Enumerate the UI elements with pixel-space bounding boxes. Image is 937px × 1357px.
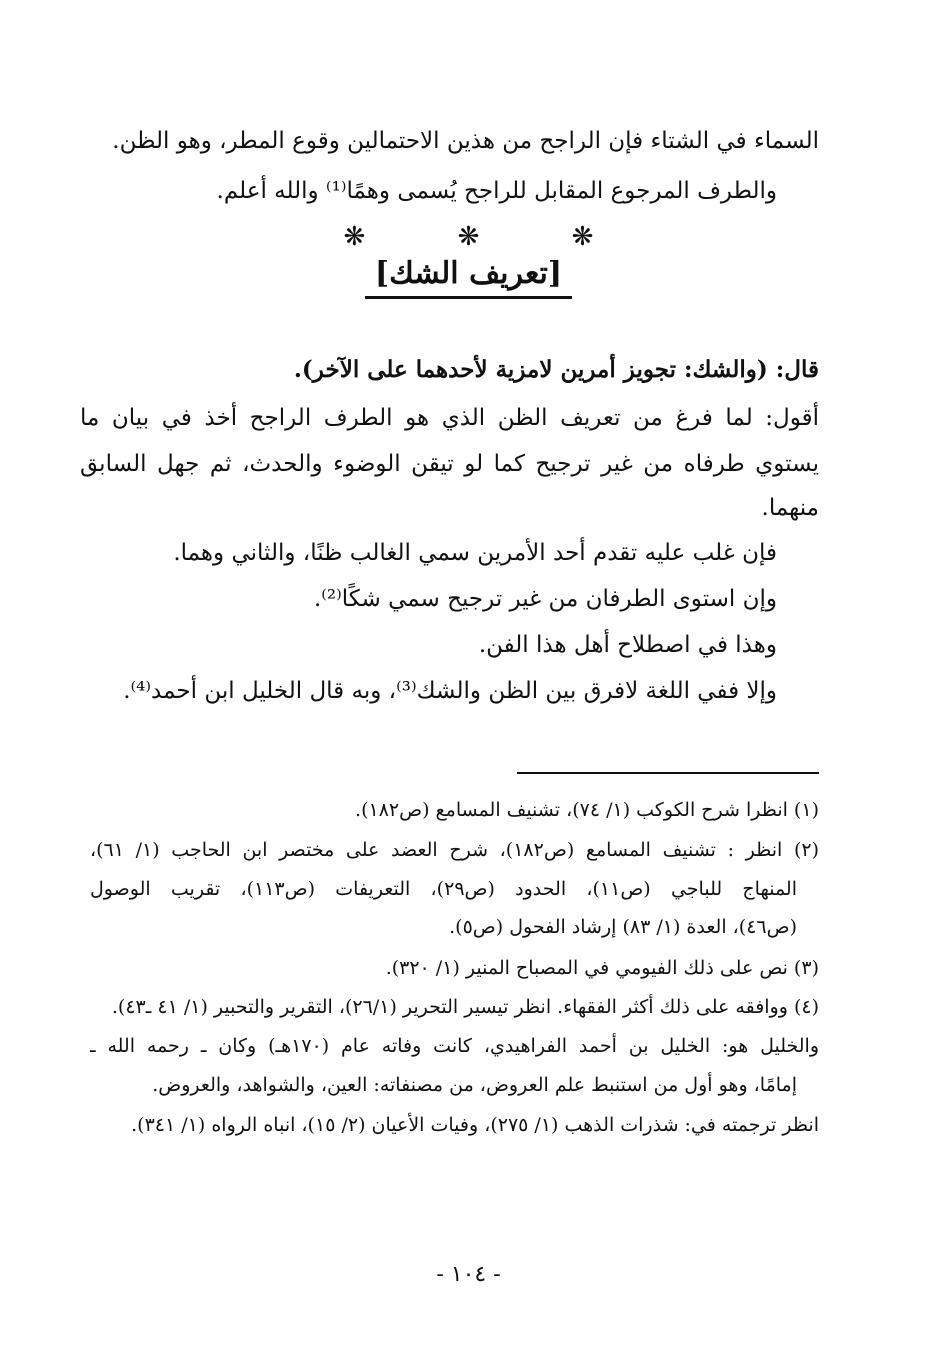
footnote-2-line-1: (٢) انظر : تشنيف المسامع (ص١٨٢)، شرح العضد على مختصر ابن الحاجب (١/ ٦١)، (90, 839, 819, 861)
body-line-6: منهما. (761, 495, 819, 521)
footnote-2-line-3: (ص٤٦)، العدة (١/ ٨٣) إرشاد الفحول (ص٥). (449, 916, 797, 938)
page-number: - ١٠٤ - (436, 1262, 501, 1287)
footnote-4-line-2: والخليل هو: الخليل بن أحمد الفراهيدي، كانت وفاته عام (١٧٠هـ) وكان ـ رحمه الله ـ (90, 1035, 820, 1057)
body-line-10: وإلا ففي اللغة لافرق بين الظن والشك⁽³⁾، وبه قال الخليل ابن أحمد⁽⁴⁾. (123, 678, 777, 704)
footnote-4-line-3: إمامًا، وهو أول من استنبط علم العروض، من مصنفاته: العين، والشواهد، والعروض. (152, 1074, 797, 1096)
body-line-7: فإن غلب عليه تقدم أحد الأمرين سمي الغالب ظنًا، والثاني وهما. (173, 540, 777, 566)
body-line-8: وإن استوى الطرفان من غير ترجيح سمي شكًا⁽²⁾. (313, 586, 777, 612)
footnote-1: (١) انظرا شرح الكوكب (١/ ٧٤)، تشنيف المسامع (ص١٨٢). (355, 799, 819, 821)
body-line-2: والطرف المرجوع المقابل للراجح يُسمى وهمًا⁽¹⁾ والله أعلم. (216, 178, 777, 204)
body-line-5: يستوي طرفاه من غير ترجيح كما لو تيقن الوضوء والحدث، ثم جهل السابق (80, 451, 819, 477)
star-ornament-icon: ❋ (343, 222, 366, 252)
footnote-separator (517, 772, 819, 774)
star-ornament-icon: ❋ (571, 222, 594, 252)
section-heading-text: [تعريف الشك] (365, 252, 572, 299)
footnote-4-line-1: (٤) ووافقه على ذلك أكثر الفقهاء. انظر تيسير التحرير (٢٦/١)، التقرير والتحبير (١/ ٤١ ـ٤٣). (111, 996, 819, 1018)
body-line-3: قال: (والشك: تجويز أمرين لامزية لأحدهما على الآخر). (293, 356, 819, 383)
footnote-4-line-4: انظر ترجمته في: شذرات الذهب (١/ ٢٧٥)، وفيات الأعيان (٢/ ١٥)، انباه الرواه (١/ ٣٤١). (131, 1114, 819, 1136)
footnote-2-line-2: المنهاج للباجي (ص١١)، الحدود (ص٢٩)، التعريفات (ص١١٣)، تقريب الوصول (90, 878, 797, 900)
section-heading (0, 252, 937, 299)
footnote-3: (٣) نص على ذلك الفيومي في المصباح المنير (١/ ٣٢٠). (385, 957, 819, 979)
body-line-4: أقول: لما فرغ من تعريف الظن الذي هو الطرف الراجح أخذ في بيان ما (80, 405, 819, 431)
body-line-9: وهذا في اصطلاح أهل هذا الفن. (478, 632, 777, 658)
star-ornament-icon: ❋ (457, 222, 480, 252)
section-divider-stars (0, 222, 937, 252)
body-line-1: السماء في الشتاء فإن الراجح من هذين الاحتمالين وقوع المطر، وهو الظن. (112, 128, 819, 154)
